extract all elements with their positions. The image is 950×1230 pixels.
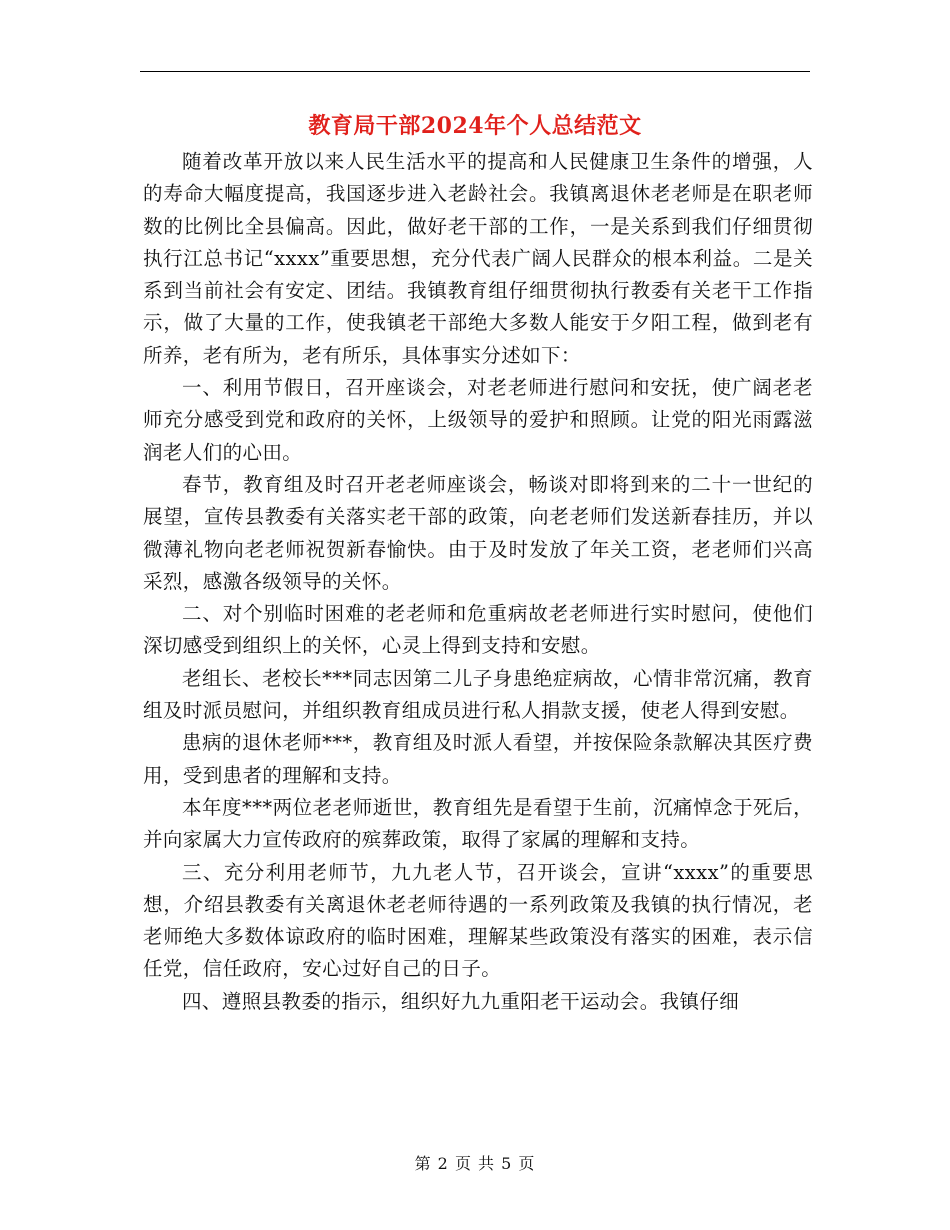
paragraph-deceased-teachers: 本年度***两位老老师逝世，教育组先是看望于生前，沉痛悼念于死后，并向家属大力宣传政府的殡葬政策，取得了家属的理解和支持。 <box>143 795 813 852</box>
paragraph-section-2: 二、对个别临时困难的老老师和危重病故老老师进行实时慰问，使他们深切感受到组织上的关怀，心灵上得到支持和安慰。 <box>143 602 813 658</box>
paragraph-old-principal: 老组长、老校长***同志因第二儿子身患绝症病故，心情非常沉痛，教育组及时派员慰问，并组织教育组成员进行私人捐款支援，使老人得到安慰。 <box>143 666 813 723</box>
page-number-footer: 第 2 页 共 5 页 <box>414 1154 536 1173</box>
header-rule <box>140 71 810 72</box>
paragraph-sick-teacher: 患病的退休老师***，教育组及时派人看望，并按保险条款解决其医疗费用，受到患者的理解和支持。 <box>143 731 813 787</box>
paragraph-section-4: 四、遵照县教委的指示，组织好九九重阳老干运动会。我镇仔细 <box>182 989 740 1013</box>
document-body <box>143 146 813 1018</box>
paragraph-spring-festival: 春节，教育组及时召开老老师座谈会，畅谈对即将到来的二十一世纪的展望，宣传县教委有关落实老干部的政策，向老老师们发送新春挂历，并以微薄礼物向老老师祝贺新春愉快。由于及时发放了年关工资，老老师们兴高采烈，感激各级领导的关怀。 <box>143 472 813 593</box>
paragraph-intro: 随着改革开放以来人民生活水平的提高和人民健康卫生条件的增强，人的寿命大幅度提高，我国逐步进入老龄社会。我镇离退休老老师是在职老师数的比例比全县偏高。因此，做好老干部的工作，一是关系到我们仔细贯彻执行江总书记“xxxx”重要思想，充分代表广阔人民群众的根本利益。二是关系到当前社会有安定、团结。我镇教育组仔细贯彻执行教委有关老干工作指示，做了大量的工作，使我镇老干部绝大多数人能安于夕阳工程，做到老有所养，老有所为，老有所乐，具体事实分述如下： <box>143 150 813 367</box>
paragraph-section-1: 一、利用节假日，召开座谈会，对老老师进行慰问和安抚，使广阔老老师充分感受到党和政府的关怀，上级领导的爱护和照顾。让党的阳光雨露滋润老人们的心田。 <box>143 376 813 464</box>
document-title: 教育局干部2024年个人总结范文 <box>308 113 642 139</box>
paragraph-section-3: 三、充分利用老师节，九九老人节，召开谈会，宣讲“xxxx”的重要思想，介绍县教委有关离退休老老师待遇的一系列政策及我镇的执行情况，老老师绝大多数体谅政府的临时困难，理解某些政策没有落实的困难，表示信任党，信任政府，安心过好自己的日子。 <box>143 860 813 981</box>
